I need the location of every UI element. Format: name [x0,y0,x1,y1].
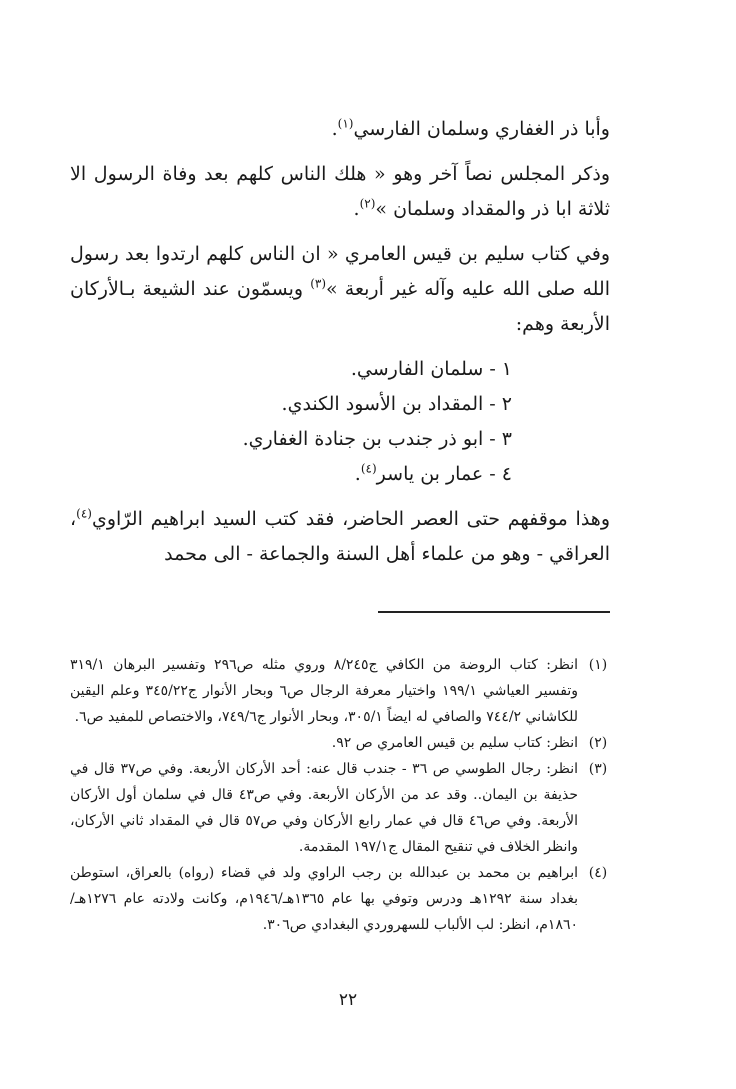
list-item-text: ٤ - عمار بن ياسر [376,463,512,485]
paragraph-3-text-b: ويسمّون عند الشيعة بـالأركان الأربعة وهم: [70,278,610,335]
paragraph-3-text-a: وفي كتاب سليم بن قيس العامري « ان الناس كلهم ارتدوا بعد رسول الله صلى الله عليه وآله غير أربعة » [70,243,610,300]
paragraph-4 [70,502,610,572]
paragraph-4-text-b: ، العراقي - وهو من علماء أهل السنة والجماعة - الى محمد [70,508,610,565]
footnote-text: انظر: كتاب سليم بن قيس العامري ص ٩٢. [331,735,578,751]
footnote-ref-2: (٢) [359,196,376,211]
page-number: ٢٢ [338,990,358,1010]
footnote-text: انظر: كتاب الروضة من الكافي ج٨/٢٤٥ وروي مثله ص٢٩٦ وتفسير البرهان ٣١٩/١ وتفسير العياشي ١٩٩/١ واختيار معرفة الرجال ص٦ وبحار الأنوار ج٣٤٥/٢٢ وعلم اليقين للكاشاني ٧٤٤/٢ والصافي له ايضاً ٣٠٥/١، وبحار الأنوار ج٧٤٩/٦، والاختصاص للمفيد ص٦. [70,657,579,725]
pillars-list [70,352,610,492]
footnote [70,756,618,860]
list-item-end: . [354,463,361,485]
footnote-ref-1: (١) [337,116,354,131]
footnote [70,730,618,756]
list-item: ٣ - ابو ذر جندب بن جنادة الغفاري. [242,428,512,450]
footnote-number: (١) [588,657,608,673]
footnote-divider [378,611,610,613]
paragraph-2 [70,157,610,227]
list-item: ٢ - المقداد بن الأسود الكندي. [281,393,512,415]
paragraph-1-text: وأبا ذر الغفاري وسلمان الفارسي [353,118,610,140]
list-item: ١ - سلمان الفارسي. [350,358,512,380]
footnote-ref-list: (٤) [360,461,377,476]
footnotes [70,652,618,938]
footnote-number: (٤) [588,865,608,881]
list-item [70,457,610,492]
paragraph-2-end: . [353,198,360,220]
main-text [70,112,610,582]
footnote-ref-4: (٤) [76,506,92,521]
paragraph-3 [70,237,610,342]
footnote-number: (٢) [588,735,608,751]
paragraph-2-text: وذكر المجلس نصاً آخر وهو « هلك الناس كلهم بعد وفاة الرسول الا ثلاثة ابا ذر والمقداد وسلمان » [70,163,610,220]
paragraph-4-text-a: وهذا موقفهم حتى العصر الحاضر، فقد كتب السيد ابراهيم الرّاوي [91,508,610,530]
footnote [70,652,618,730]
footnote-ref-3: (٣) [310,276,327,291]
paragraph-1-end: . [331,118,338,140]
footnote-text: ابراهيم بن محمد بن عبدالله بن رجب الراوي ولد في قضاء (رواه) بالعراق، استوطن بغداد سنة ١٢٩٢هـ ودرس وتوفي بها عام ١٣٦٥هـ/١٩٤٦م، وكانت ولادته عام ١٢٧٦هـ/١٨٦٠م، انظر: لب الألباب للسهروردي البغدادي ص٣٠٦. [70,865,579,933]
footnote-number: (٣) [588,761,608,777]
footnote [70,860,618,938]
footnote-text: انظر: رجال الطوسي ص ٣٦ - جندب قال عنه: أحد الأركان الأربعة. وفي ص٣٧ قال في حذيفة بن اليمان.. وقد عد من الأركان الأربعة. وفي ص٤٣ قال في سلمان أول الأركان الأربعة. وفي ص٤٦ قال في عمار رابع الأركان وفي ص٥٧ قال في المقداد ثاني الأركان، وانظر الخلاف في تنقيح المقال ج١٩٧/١ المقدمة. [70,761,579,855]
paragraph-1 [70,112,610,147]
